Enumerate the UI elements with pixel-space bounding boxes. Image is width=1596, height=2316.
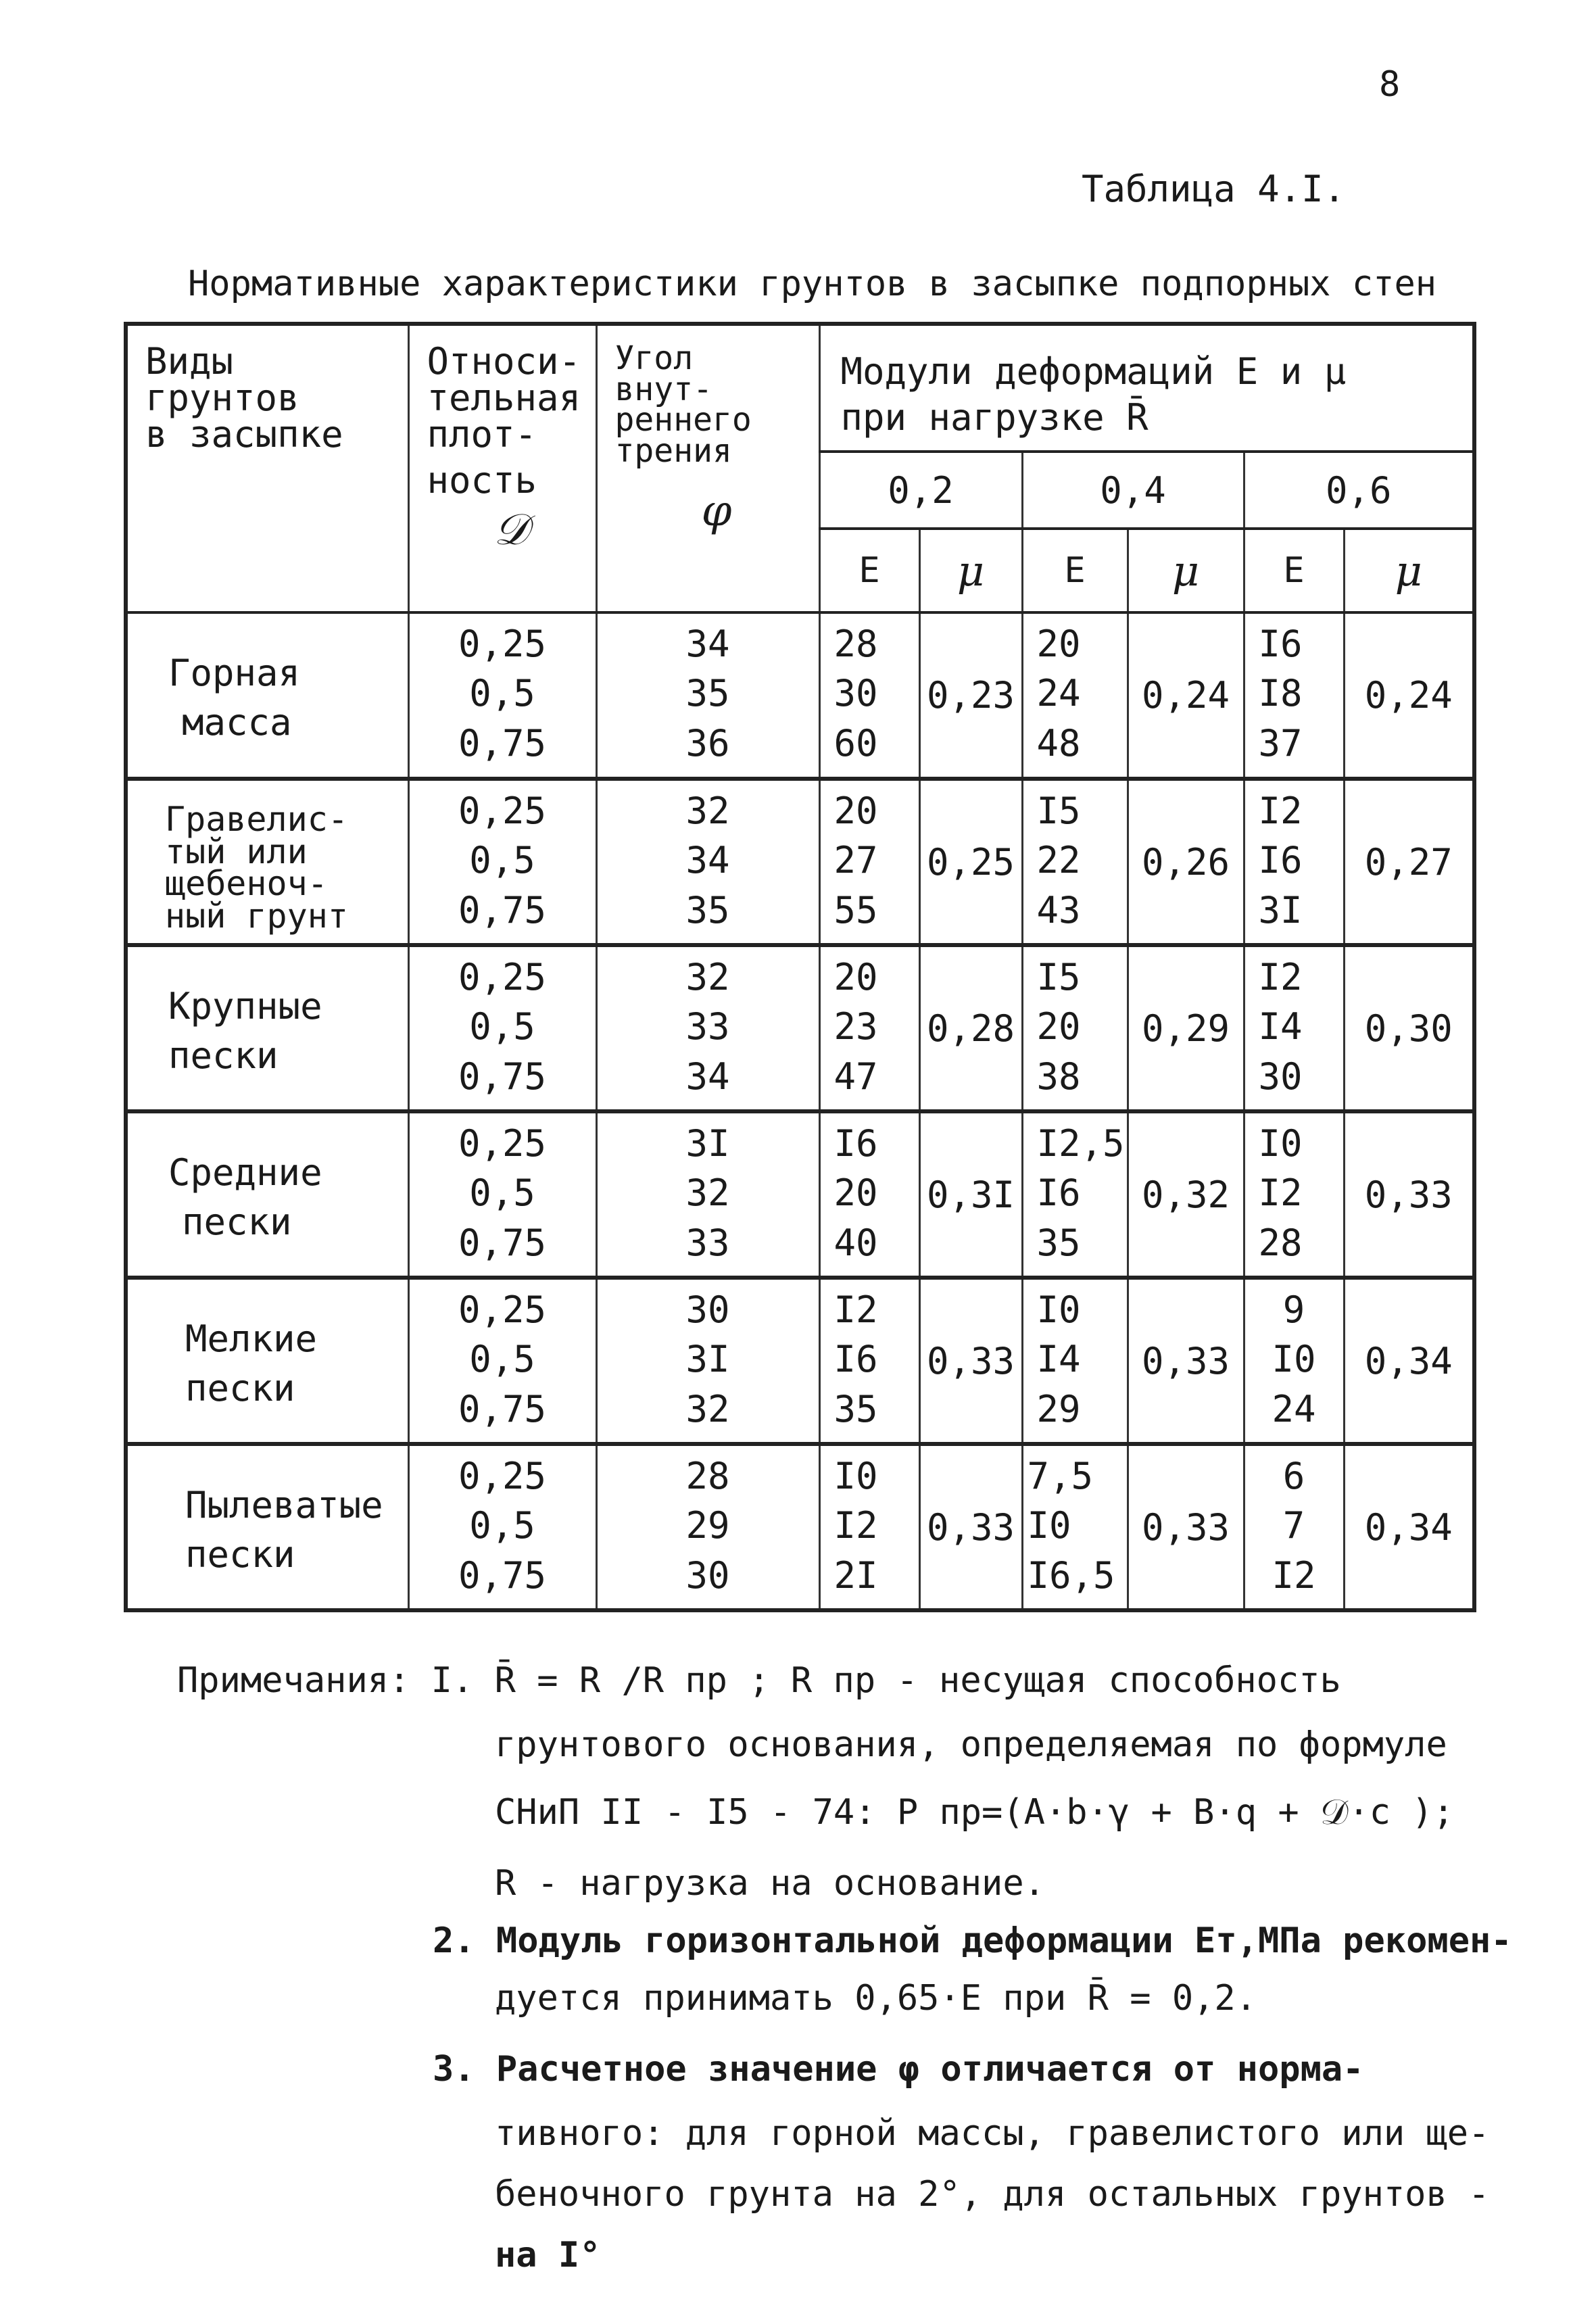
soil-name: Крупные пески [126,945,408,1111]
mu-value: 0,32 [1128,1111,1244,1278]
mu-value: 0,33 [1128,1278,1244,1444]
density-values: 0,25 0,5 0,75 [408,945,596,1111]
header-friction-angle: Угол внут- реннего трения φ [596,324,819,612]
angle-values: 34 35 36 [596,612,819,779]
col-mu: μ [1344,529,1474,612]
angle-values: 32 34 35 [596,779,819,945]
angle-values: 28 29 30 [596,1444,819,1610]
note-1-line-4: R - нагрузка на основание. [495,1863,1045,1904]
density-values: 0,25 0,5 0,75 [408,612,596,779]
header-relative-density: Относи- тельная плот- ность 𝒟 [408,324,596,612]
mu-value: 0,27 [1344,779,1474,945]
header-row-top [126,324,1474,452]
soil-name: Горная масса [126,612,408,779]
mu-value: 0,28 [919,945,1022,1111]
e-values: 20 23 47 [819,945,919,1111]
e-values: 20 24 48 [1022,612,1128,779]
density-symbol: 𝒟 [493,505,529,555]
e-values: 6 7 I2 [1244,1444,1344,1610]
soil-name: Мелкие пески [126,1278,408,1444]
mu-value: 0,34 [1344,1444,1474,1610]
density-values: 0,25 0,5 0,75 [408,779,596,945]
mu-value: 0,33 [1344,1111,1474,1278]
mu-value: 0,24 [1128,612,1244,779]
note-3-line-2: тивного: для горной массы, гравелистого или ще- [495,2113,1490,2154]
e-values: 28 30 60 [819,612,919,779]
e-values: I5 22 43 [1022,779,1128,945]
load-0-2: 0,2 [819,452,1022,529]
e-values: 20 27 55 [819,779,919,945]
note-1-line-1: Примечания: I. R̄ = R /R пр ; R пр - несущая способность [177,1660,1341,1701]
density-values: 0,25 0,5 0,75 [408,1444,596,1610]
col-e: E [1244,529,1344,612]
mu-value: 0,25 [919,779,1022,945]
table-row [126,779,1474,945]
soil-name: Гравелис- тый или щебеноч- ный грунт [126,779,408,945]
density-values: 0,25 0,5 0,75 [408,1111,596,1278]
density-values: 0,25 0,5 0,75 [408,1278,596,1444]
note-3-line-3: беночного грунта на 2°, для остальных грунтов - [495,2174,1490,2215]
e-values: I0 I2 2I [819,1444,919,1610]
e-values: I5 20 38 [1022,945,1128,1111]
soil-name: Пылеватые пески [126,1444,408,1610]
mu-value: 0,24 [1344,612,1474,779]
mu-value: 0,26 [1128,779,1244,945]
e-values: I2 I6 3I [1244,779,1344,945]
e-values: I2 I6 35 [819,1278,919,1444]
mu-value: 0,33 [919,1444,1022,1610]
mu-value: 0,29 [1128,945,1244,1111]
col-mu: μ [1128,529,1244,612]
table-label: Таблица 4.I. [1082,168,1346,210]
note-3-line-1: 3. Расчетное значение φ отличается от норма- [433,2049,1364,2090]
table-row [126,1278,1474,1444]
soil-name: Средние пески [126,1111,408,1278]
angle-values: 32 33 34 [596,945,819,1111]
header-soil-type: Виды грунтов в засыпке [126,324,408,612]
phi-symbol: φ [701,486,732,537]
table-row [126,945,1474,1111]
note-1-line-3: СНиП II - I5 - 74: P пр=(A·b·γ + B·q + 𝒟·c ); [495,1792,1454,1833]
e-values: I6 I8 37 [1244,612,1344,779]
e-values: I0 I2 28 [1244,1111,1344,1278]
col-mu: μ [919,529,1022,612]
col-e: E [819,529,919,612]
mu-value: 0,33 [919,1278,1022,1444]
table-title: Нормативные характеристики грунтов в засыпке подпорных стен [188,264,1437,304]
note-3-line-4: на I° [495,2235,601,2275]
e-values: 7,5 I0 I6,5 [1022,1444,1128,1610]
note-2-line-1: 2. Модуль горизонтальной деформации Eт,МПа рекомен- [433,1921,1512,1961]
mu-value: 0,33 [1128,1444,1244,1610]
angle-values: 3I 32 33 [596,1111,819,1278]
mu-value: 0,34 [1344,1278,1474,1444]
load-0-4: 0,4 [1022,452,1244,529]
e-values: I0 I4 29 [1022,1278,1128,1444]
table-row [126,1111,1474,1278]
e-values: 9 I0 24 [1244,1278,1344,1444]
e-values: I2 I4 30 [1244,945,1344,1111]
load-0-6: 0,6 [1244,452,1474,529]
header-deformation-moduli: Модули деформаций E и μ при нагрузке R̄ [819,324,1474,452]
mu-value: 0,23 [919,612,1022,779]
e-values: I2,5 I6 35 [1022,1111,1128,1278]
page-number: 8 [1379,64,1401,105]
col-e: E [1022,529,1128,612]
note-1-line-2: грунтового основания, определяемая по формуле [495,1724,1447,1765]
mu-value: 0,3I [919,1111,1022,1278]
e-values: I6 20 40 [819,1111,919,1278]
angle-values: 30 3I 32 [596,1278,819,1444]
note-2-line-2: дуется принимать 0,65·E при R̄ = 0,2. [495,1978,1257,2019]
table-row [126,612,1474,779]
table-row [126,1444,1474,1610]
soil-characteristics-table [124,322,1476,1612]
mu-value: 0,30 [1344,945,1474,1111]
